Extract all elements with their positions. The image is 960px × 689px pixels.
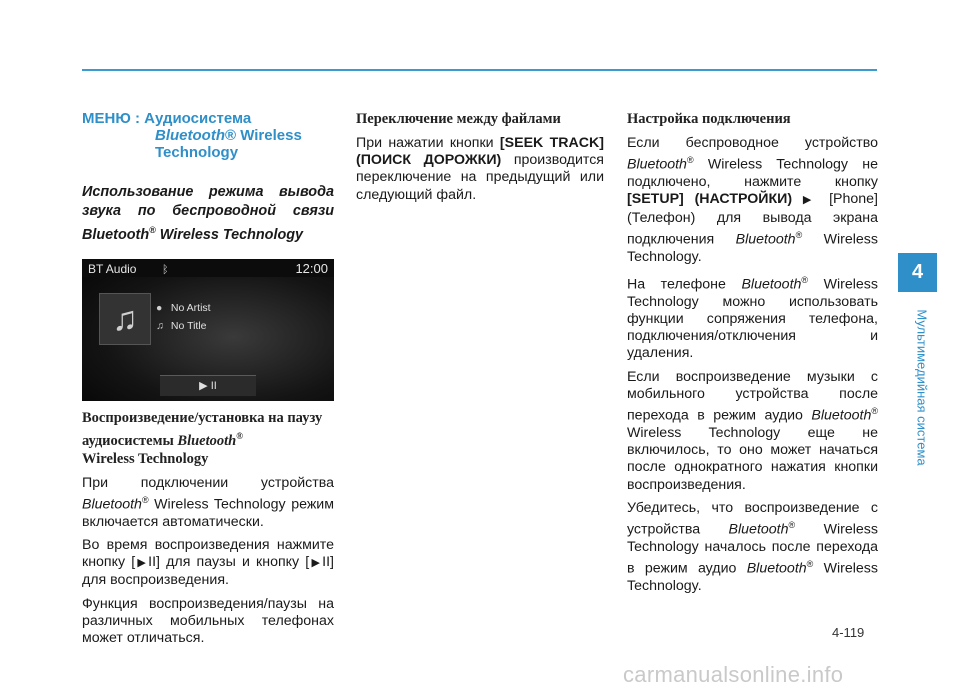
p-text: Если беспроводное устройство (627, 135, 878, 151)
registered-mark: ® (871, 406, 878, 417)
track-text: No Title (170, 319, 207, 332)
screen-title: BT Audio (88, 261, 137, 276)
section3-paragraph-3 (627, 369, 878, 494)
p-text: II] для воспроизведения. (82, 554, 334, 589)
section3-heading: Настройка подключения (627, 111, 791, 127)
p-text: На телефоне (627, 276, 742, 293)
p-text: Wireless Technology не подключено, нажмите кнопку (627, 156, 878, 191)
registered-mark: ® (224, 127, 237, 144)
p-text: При подключении устройства (82, 474, 334, 491)
music-note-icon: ♫ (156, 319, 164, 332)
artist-text: No Artist (170, 301, 211, 314)
registered-mark: ® (149, 225, 156, 235)
menu-title (82, 110, 334, 161)
section1-heading (82, 409, 334, 468)
subtitle-text-2: Wireless Technology (155, 226, 304, 243)
p-text: Убедитесь, что воспроизведение с устройства (627, 499, 878, 538)
section1-heading-text: Воспроизведение/установка на паузу аудиосистемы (82, 409, 323, 449)
section2-paragraph-1 (356, 135, 604, 204)
menu-title-bt: Bluetooth (155, 127, 225, 144)
person-icon: ● (156, 301, 163, 314)
p-text: Wireless Technology еще не включилось, то оно может начаться после однократного нажатия кнопки воспроизведения. (627, 424, 878, 493)
section2-heading: Переключение между файлами (356, 111, 561, 127)
p-text: Во время воспроизведения нажмите кнопку [ (82, 536, 334, 571)
title-row (156, 318, 207, 335)
subtitle-text: Использование режима вывода звука по беспроводной связи (82, 184, 334, 219)
column-1 (82, 110, 334, 653)
p-bt: Bluetooth (627, 156, 687, 173)
column-2 (356, 110, 604, 210)
section1-heading-text-2: Wireless Technology (82, 450, 209, 467)
header-rule (82, 69, 877, 71)
artist-row (156, 300, 211, 317)
arrow-right-icon: ▶ (802, 194, 819, 207)
chapter-label (914, 300, 930, 470)
setup-button-label: [SETUP] (НАСТРОЙКИ) (627, 191, 793, 208)
menu-title-line3: Technology (155, 144, 239, 161)
p-text: [Phone] (Телефон) для вывода экрана подключения (627, 191, 878, 248)
play-triangle-icon: ▶ (309, 557, 323, 570)
p-text: Wireless Technology. (627, 560, 878, 595)
p-text: II] для паузы и кнопку [ (148, 554, 310, 571)
registered-mark: ® (141, 494, 149, 505)
menu-title-line2 (82, 127, 334, 144)
screen-clock: 12:00 (295, 260, 328, 276)
registered-mark: ® (801, 274, 809, 285)
page-number: 4-119 (832, 625, 865, 640)
p-text: производится переключение на предыдущий или следующий файл. (356, 152, 604, 203)
p-text: Wireless Technology можно использовать функции сопряжения телефона, подключения/отключения и удаления. (627, 276, 878, 362)
p-text: Wireless Technology режим включается автоматически. (82, 496, 334, 530)
chapter-label-text: Мультимедийная система (914, 309, 930, 466)
album-art-music-note-icon: ♫ (99, 293, 151, 345)
p-text: При нажатии кнопки (356, 135, 500, 151)
p-text: Wireless Technology. (627, 231, 878, 265)
section1-paragraph-2 (82, 537, 334, 590)
registered-mark: ® (686, 155, 694, 166)
section1-paragraph-1 (82, 475, 334, 531)
section3-paragraph-2 (627, 272, 878, 363)
registered-mark: ® (236, 430, 243, 441)
play-pause-button[interactable]: ▶ II (160, 375, 256, 396)
menu-title-line1: МЕНЮ : Аудиосистема (82, 110, 252, 127)
bluetooth-icon: ᛒ (162, 263, 169, 276)
subtitle (82, 183, 334, 245)
p-bt: Bluetooth (82, 496, 142, 513)
play-triangle-icon: ▶ (135, 557, 149, 570)
registered-mark: ® (788, 520, 796, 530)
registered-mark: ® (795, 229, 803, 240)
p-bt: Bluetooth (741, 276, 802, 293)
p-bt: Bluetooth (746, 560, 807, 577)
subtitle-bt: Bluetooth (82, 226, 150, 243)
bt-audio-screen (82, 259, 334, 401)
section1-paragraph-3: Функция воспроизведения/паузы на различных мобильных телефонах может отличаться. (82, 595, 334, 646)
section3-paragraph-1 (627, 135, 878, 266)
p-bt: Bluetooth (735, 231, 796, 248)
section3-paragraph-4 (627, 500, 878, 595)
column-3 (627, 110, 878, 601)
p-text: Если воспроизведение музыки с мобильного устройства после перехода в режим аудио (627, 368, 878, 424)
registered-mark: ® (806, 559, 814, 570)
p-text: Wireless Technology началось после перехода в режим аудио (627, 521, 878, 577)
p-bt: Bluetooth (728, 521, 789, 538)
menu-title-wireless: Wireless (236, 127, 302, 144)
section1-heading-bt: Bluetooth (177, 432, 237, 449)
chapter-tab: 4 (898, 253, 937, 292)
seek-track-button-label: [SEEK TRACK] (ПОИСК ДОРОЖКИ) (356, 135, 604, 169)
watermark: carmanualsonline.info (623, 662, 844, 687)
p-bt: Bluetooth (811, 407, 872, 424)
